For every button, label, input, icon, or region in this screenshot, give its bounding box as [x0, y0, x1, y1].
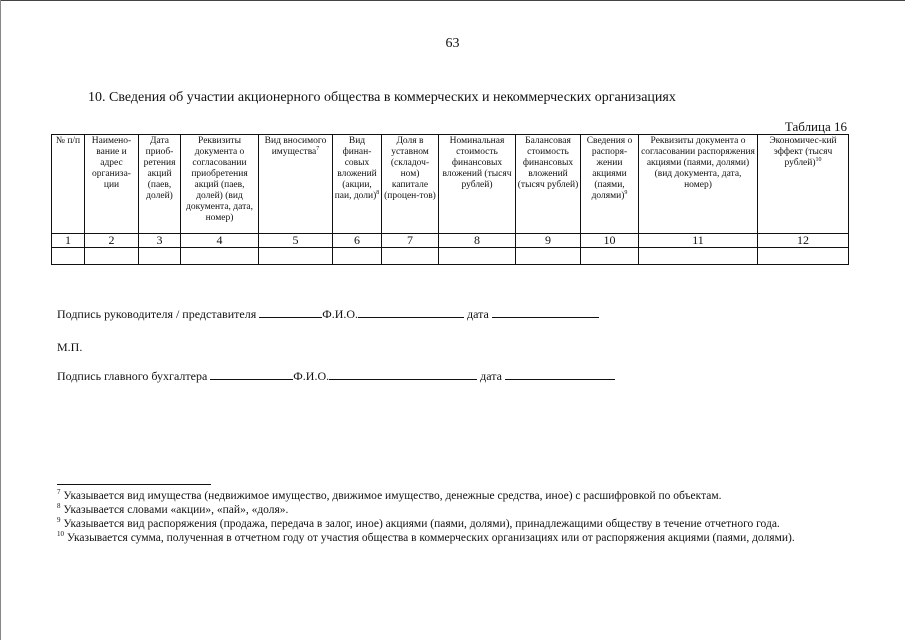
empty-cell — [758, 248, 849, 265]
footnote-8: $^8$ Указывается словами «акции», «пай», «доля». — [57, 502, 289, 516]
accountant-signature-line — [57, 369, 615, 384]
scan-left-edge — [0, 0, 1, 640]
col-header-organization: Наимено-вание и адрес организа-ции — [85, 135, 139, 234]
column-number: 9 — [516, 234, 581, 248]
col-header-investment-type: Вид финан-совых вложений (акции, паи, доли)$^8$ — [333, 135, 382, 234]
participation-table — [51, 134, 849, 265]
empty-data-row — [52, 248, 849, 265]
date-label: дата — [467, 307, 489, 321]
column-number: 10 — [581, 234, 639, 248]
date-blank — [492, 307, 599, 318]
footnote-10: $^{10}$ Указывается сумма, полученная в отчетном году от участия общества в коммерческих организациях или от распоряжения акциями (паями, долями). — [57, 530, 795, 544]
column-number-row — [52, 234, 849, 248]
column-number: 5 — [259, 234, 333, 248]
empty-cell — [516, 248, 581, 265]
date-blank — [505, 369, 615, 380]
empty-cell — [439, 248, 516, 265]
col-header-balance-value: Балансовая стоимость финансовых вложений (тысяч рублей) — [516, 135, 581, 234]
column-number: 2 — [85, 234, 139, 248]
footnote-9: $^9$ Указывается вид распоряжения (продажа, передача в залог, иное) акциями (паями, долями), принадлежащими обществу в течение отчетного года. — [57, 516, 780, 530]
scan-top-edge — [0, 0, 905, 1]
col-header-capital-share: Доля в уставном (складоч-ном) капитале (процен-тов) — [382, 135, 439, 234]
footnotes — [57, 489, 827, 545]
manager-signature-line — [57, 307, 599, 322]
table-label: Таблица 16 — [784, 119, 847, 134]
footnote-separator — [57, 484, 211, 485]
col-header-economic-effect: Экономичес-кий эффект (тысяч рублей)$^{10}$ — [758, 135, 849, 234]
col-header-disposal-info: Сведения о распоря-жении акциями (паями, долями)$^9$ — [581, 135, 639, 234]
empty-cell — [85, 248, 139, 265]
empty-cell — [181, 248, 259, 265]
column-number: 12 — [758, 234, 849, 248]
page-number: 63 — [445, 36, 460, 51]
footnote-7: $^7$ Указывается вид имущества (недвижимое имущество, движимое имущество, денежные средства, иное) с расшифровкой по объектам. — [57, 488, 722, 502]
empty-cell — [52, 248, 85, 265]
col-header-number: № п/п — [52, 135, 85, 234]
signature-blank — [259, 307, 322, 318]
col-header-acquisition-date: Дата приоб-ретения акций (паев, долей) — [139, 135, 181, 234]
col-header-nominal-value: Номинальная стоимость финансовых вложений (тысяч рублей) — [439, 135, 516, 234]
empty-cell — [639, 248, 758, 265]
column-number: 3 — [139, 234, 181, 248]
column-number: 4 — [181, 234, 259, 248]
section-heading: 10. Сведения об участии акционерного общества в коммерческих и некоммерческих организациях — [88, 90, 676, 105]
column-number: 1 — [52, 234, 85, 248]
fio-label: Ф.И.О. — [293, 369, 330, 383]
manager-signature-label: Подпись руководителя / представителя — [57, 307, 257, 321]
accountant-signature-label: Подпись главного бухгалтера — [57, 369, 208, 383]
column-number: 6 — [333, 234, 382, 248]
empty-cell — [333, 248, 382, 265]
signature-blank — [210, 369, 293, 380]
column-number: 7 — [382, 234, 439, 248]
column-number: 8 — [439, 234, 516, 248]
empty-cell — [259, 248, 333, 265]
empty-cell — [139, 248, 181, 265]
col-header-disposal-document: Реквизиты документа о согласовании распоряжения акциями (паями, долями) (вид документа, дата, номер) — [639, 135, 758, 234]
empty-cell — [581, 248, 639, 265]
fio-blank — [329, 369, 477, 380]
col-header-property-type: Вид вносимого имущества$^7$ — [259, 135, 333, 234]
fio-blank — [358, 307, 464, 318]
stamp-place: М.П. — [57, 340, 83, 354]
col-header-acquisition-document: Реквизиты документа о согласовании приобретения акций (паев, долей) (вид документа, дата, номер) — [181, 135, 259, 234]
date-label: дата — [480, 369, 502, 383]
empty-cell — [382, 248, 439, 265]
column-number: 11 — [639, 234, 758, 248]
fio-label: Ф.И.О. — [322, 307, 359, 321]
